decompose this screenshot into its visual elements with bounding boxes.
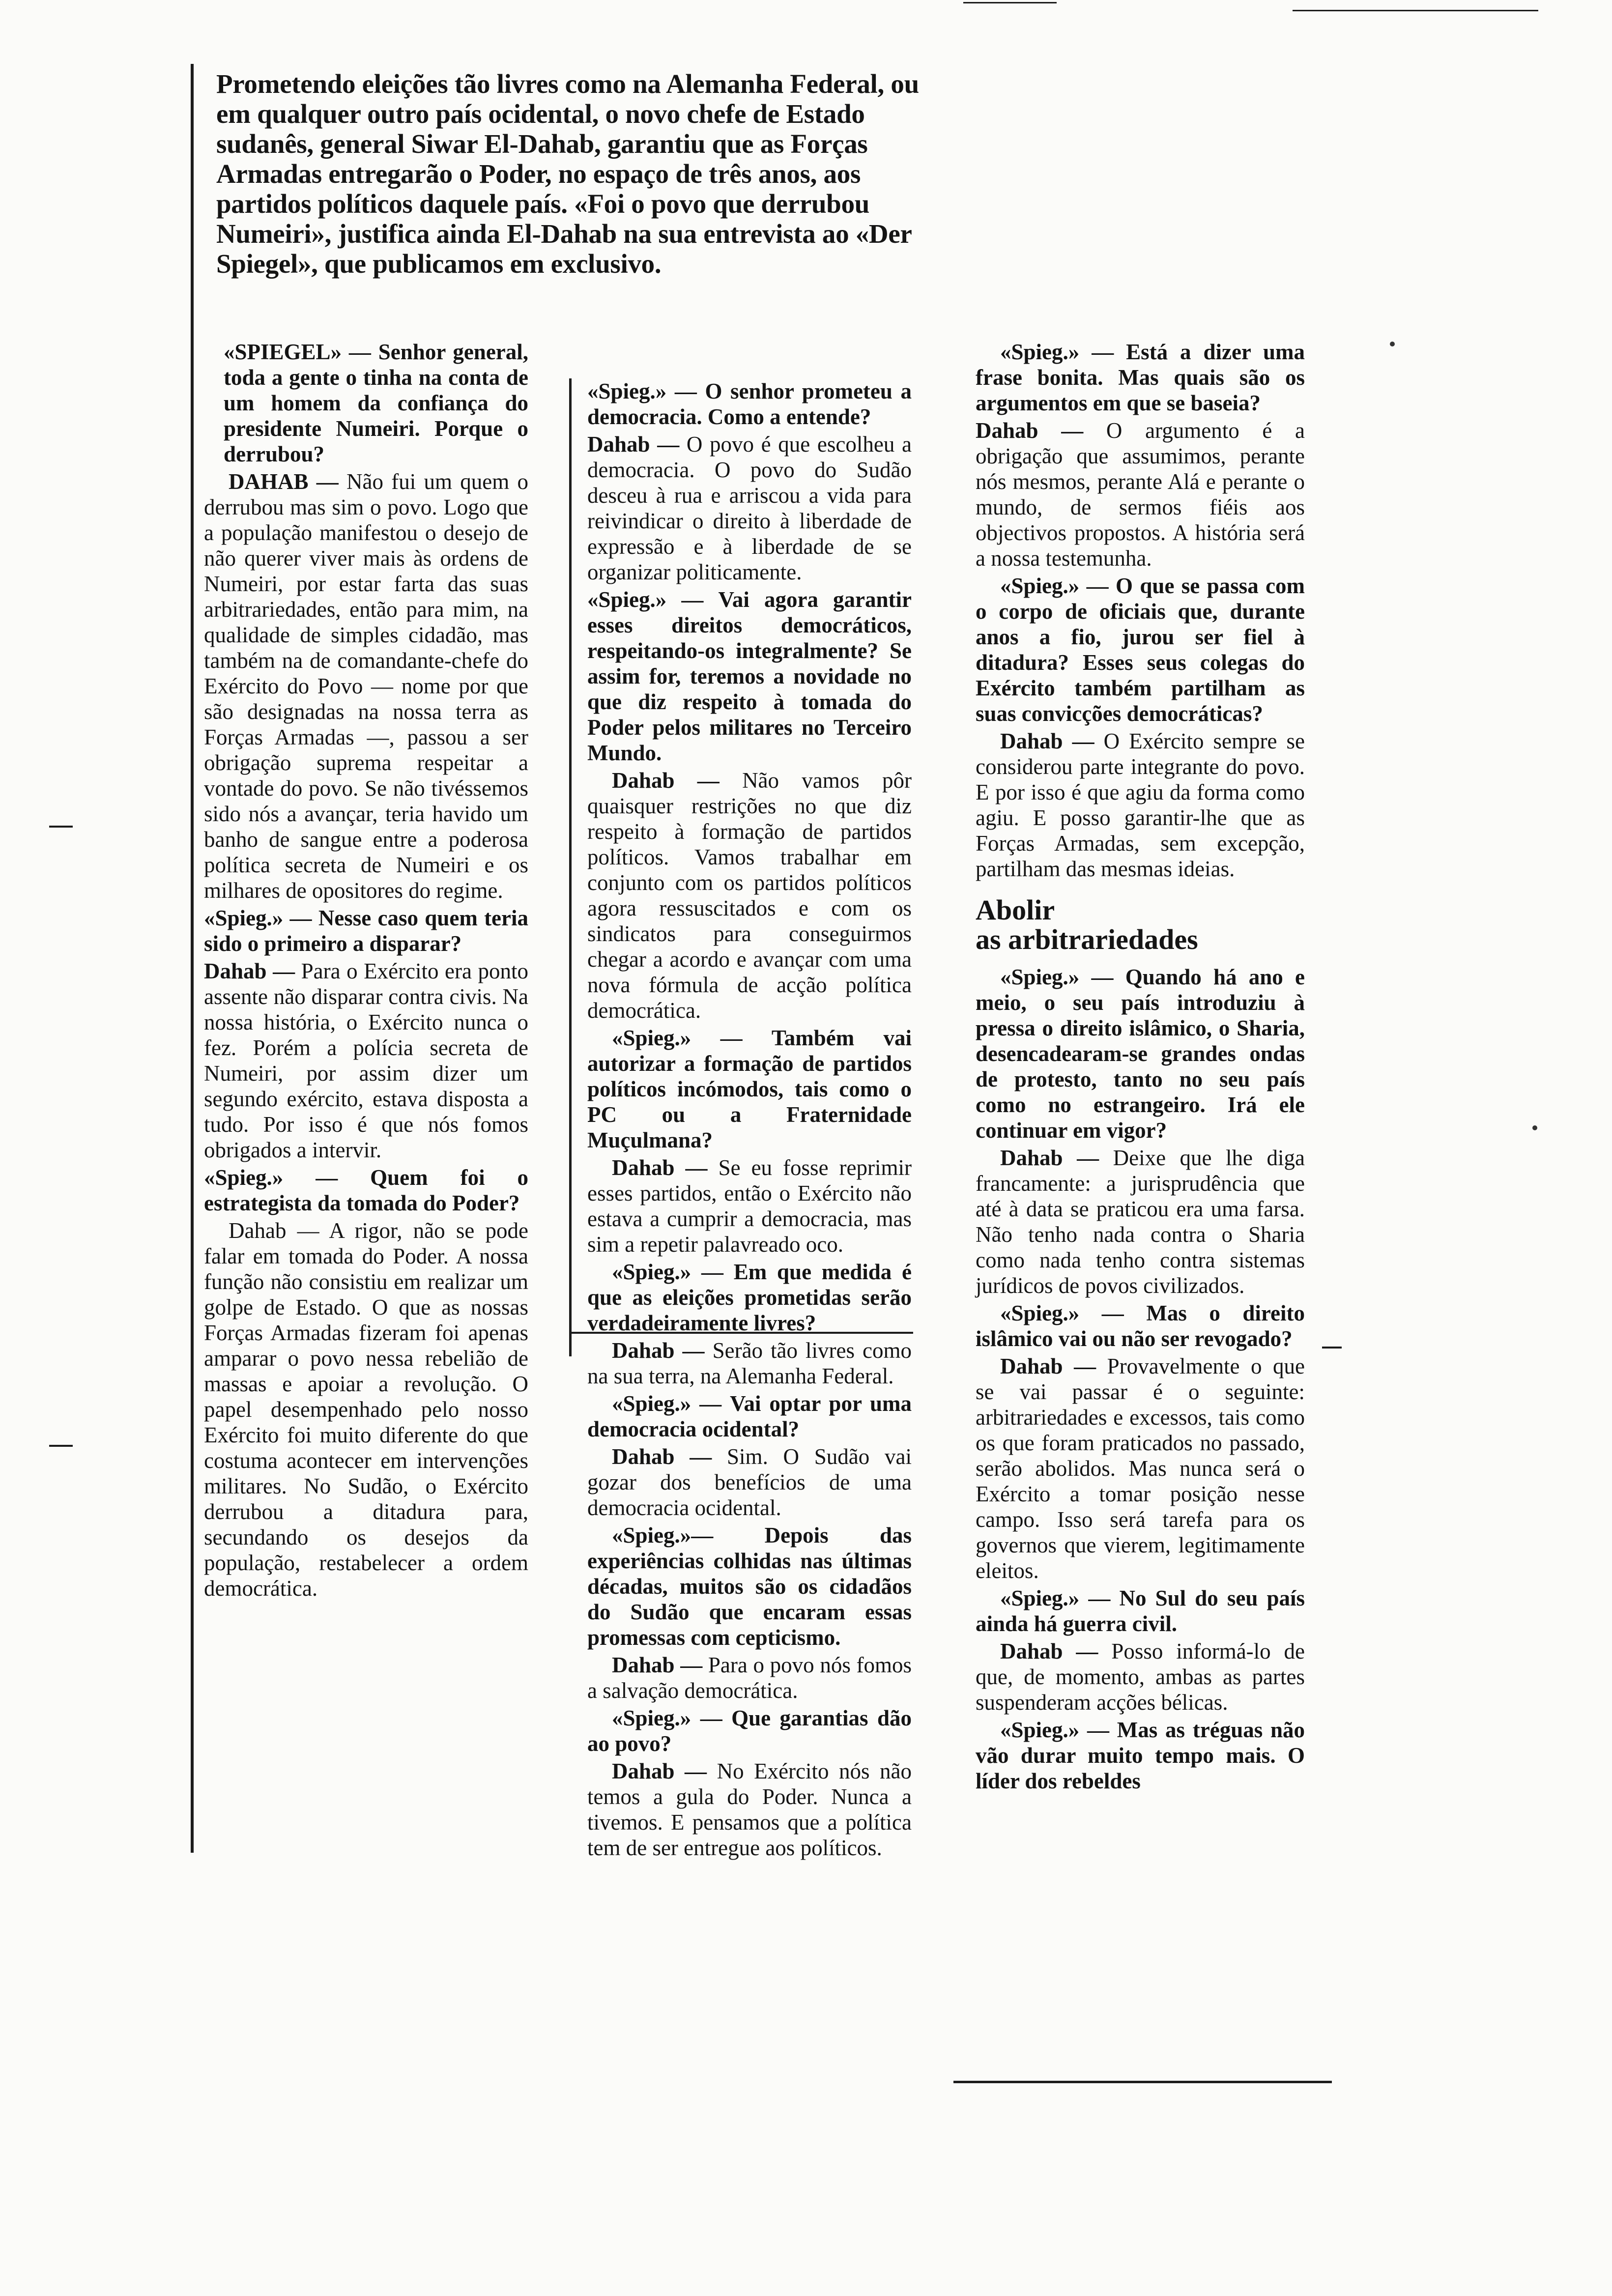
- answer-text: Para o Exército era ponto assente não disparar contra civis. Na nossa história, o Exército nunca o fez. Porém a polícia secreta de Numeiri, por assim dizer um segundo exército, estava disposta a tudo. Por isso é que nós fomos obrigados a intervir.: [204, 959, 528, 1162]
- col2-paragraph-11: [587, 1522, 912, 1650]
- speaker-label: «Spieg.» —: [612, 1260, 724, 1284]
- speaker-label: Dahab —: [1000, 1639, 1098, 1664]
- col3-paragraph-10: [976, 1638, 1305, 1715]
- speaker-label: «Spieg.» —: [204, 906, 312, 930]
- question-text: Está a dizer uma frase bonita. Mas quais são os argumentos em que se baseia?: [976, 340, 1305, 415]
- col2-paragraph-2: [587, 431, 912, 585]
- speaker-label: Dahab —: [976, 418, 1084, 443]
- subheading-line-1: Abolir: [976, 894, 1055, 926]
- margin-speck-2: [1532, 1125, 1537, 1130]
- speaker-label: «Spieg.» —: [1000, 1301, 1124, 1325]
- column-2: [587, 378, 912, 1863]
- answer-text: Não fui um quem o derrubou mas sim o povo. Logo que a população manifestou o desejo de não querer viver mais às ordens de Numeiri, por estar farta das suas arbitrariedades, então para mim, na qualidade de simples cidadão, mas também na de comandante-chefe do Exército do Povo — nome por que são designadas na nossa terra as Forças Armadas —, passou a ser obrigação suprema respeitar a vontade do povo. Se não tivéssemos sido nós a avançar, teria havido um banho de sangue entre a poderosa política secreta de Numeiri e os milhares de opositores do regime.: [204, 469, 529, 903]
- speaker-label: «Spieg.» —: [1000, 965, 1114, 989]
- col1-paragraph-6: [204, 1218, 528, 1601]
- question-text: Vai agora garantir esses direitos democráticos, respeitando-os integralmente? Se assim for, teremos a novidade no que diz respeito à tomada do Poder pelos militares no Terceiro Mundo.: [587, 587, 912, 765]
- question-text: O que se passa com o corpo de oficiais que, durante anos a fio, jurou ser fiel à ditadura? Esses seus colegas do Exército também partilham as suas convicções democráticas?: [976, 574, 1305, 726]
- answer-text: Se eu fosse reprimir esses partidos, então o Exército não estava a cumprir a democracia, mas sim a repetir palavreado oco.: [587, 1155, 912, 1257]
- answer-text: Deixe que lhe diga francamente: a jurisprudência que até à data se praticou era uma farsa. Não tenho nada contra o Sharia como nada tenho contra sistemas jurídicos de povos civilizados.: [976, 1146, 1305, 1298]
- col2-paragraph-1: [587, 378, 912, 430]
- answer-text: Provavelmente o que se vai passar é o seguinte: arbitrariedades e excessos, tais como os que foram praticados no passado, serão abolidos. Mas nunca será o Exército a tomar posição nesse campo. Isso será tarefa para os governos que vierem, legitimamente eleitos.: [976, 1354, 1305, 1583]
- question-text: Quem foi o estrategista da tomada do Poder?: [204, 1165, 528, 1215]
- col3-paragraph-4: [976, 728, 1305, 882]
- speaker-label: Dahab —: [612, 1653, 703, 1677]
- col3-paragraph-6: [976, 1145, 1305, 1298]
- col3-paragraph-1: [976, 339, 1305, 416]
- speaker-label: Dahab —: [612, 768, 720, 793]
- speaker-label: Dahab —: [612, 1155, 708, 1180]
- answer-text: O povo é que escolheu a democracia. O povo do Sudão desceu à rua e arriscou a vida para reivindicar o direito à liberdade de expressão e à liberdade de se organizar politicamente.: [587, 432, 912, 584]
- speaker-label: DAHAB —: [229, 469, 339, 494]
- answer-text: Serão tão livres como na sua terra, na Alemanha Federal.: [587, 1338, 912, 1388]
- answer-text: No Exército nós não temos a gula do Poder. Nunca a tivemos. E pensamos que a política tem de ser entregue aos políticos.: [587, 1759, 912, 1860]
- top-edge-rule-left: [963, 2, 1057, 3]
- question-text: Mas o direito islâmico vai ou não ser revogado?: [976, 1301, 1305, 1351]
- question-text: Vai optar por uma democracia ocidental?: [587, 1391, 912, 1441]
- column-1: [204, 339, 528, 1603]
- question-text: Que garantias dão ao povo?: [587, 1706, 912, 1756]
- question-text: Senhor general, toda a gente o tinha na conta de um homem da confiança do presidente Numeiri. Porque o derrubou?: [224, 340, 529, 466]
- middle-column-rule: [569, 378, 572, 1356]
- speaker-label: «Spieg.» —: [612, 1391, 722, 1416]
- speaker-label: «Spieg.» —: [1000, 574, 1109, 598]
- speaker-label: «Spieg.» —: [1000, 1586, 1111, 1610]
- col2-paragraph-6: [587, 1155, 912, 1257]
- top-edge-rule-right: [1293, 10, 1538, 11]
- col2-paragraph-10: [587, 1444, 912, 1521]
- speaker-label: Dahab —: [587, 432, 680, 457]
- col2-paragraph-14: [587, 1758, 912, 1861]
- col1-paragraph-2: [204, 469, 528, 903]
- col3-paragraph-7: [976, 1300, 1305, 1351]
- col1-paragraph-4: [204, 958, 528, 1163]
- speaker-label: Dahab —: [229, 1218, 319, 1243]
- col2-paragraph-5: [587, 1025, 912, 1153]
- col2-paragraph-9: [587, 1391, 912, 1442]
- speaker-label: «Spieg.» —: [612, 1706, 722, 1730]
- speaker-label: Dahab —: [612, 1444, 712, 1469]
- col1-paragraph-5: [204, 1165, 528, 1216]
- question-text: Nesse caso quem teria sido o primeiro a disparar?: [204, 906, 528, 956]
- question-text: O senhor prometeu a democracia. Como a entende?: [587, 379, 912, 429]
- answer-text: Não vamos pôr quaisquer restrições no que diz respeito à formação de partidos políticos. Vamos trabalhar em conjunto com os partidos políticos agora ressuscitados e com os sindicatos para conseguirmos chegar a acordo e avançar com uma nova fórmula de acção política democrática.: [587, 768, 912, 1023]
- question-text: Em que medida é que as eleições prometidas serão verdadeiramente livres?: [587, 1260, 912, 1335]
- col1-paragraph-3: [204, 905, 528, 956]
- answer-text: Sim. O Sudão vai gozar dos benefícios de uma democracia ocidental.: [587, 1444, 912, 1520]
- col2-paragraph-3: [587, 587, 912, 766]
- question-text: No Sul do seu país ainda há guerra civil.: [976, 1586, 1305, 1636]
- speaker-label: Dahab —: [612, 1338, 705, 1363]
- speaker-label: «Spieg.» —: [1000, 340, 1114, 364]
- col3-paragraph-5: [976, 964, 1305, 1143]
- article-lede: Prometendo eleições tão livres como na Alemanha Federal, ou em qualquer outro país ocidental, o novo chefe de Estado sudanês, general Siwar El-Dahab, garantiu que as Forças Armadas entregarão o Poder, no espaço de três anos, aos partidos políticos daquele país. «Foi o povo que derrubou Numeiri», justifica ainda El-Dahab na sua entrevista ao «Der Spiegel», que publicamos em exclusivo.: [216, 69, 919, 279]
- col3-paragraph-9: [976, 1585, 1305, 1636]
- answer-text: Posso informá-lo de que, de momento, ambas as partes suspenderam acções bélicas.: [976, 1639, 1305, 1715]
- col2-paragraph-12: [587, 1652, 912, 1703]
- col1-paragraph-1: [224, 339, 528, 467]
- speaker-label: «Spieg.» —: [612, 1026, 743, 1050]
- question-text: Quando há ano e meio, o seu país introduziu à pressa o direito islâmico, o Sharia, desencadearam-se grandes ondas de protesto, tanto no seu país como no estrangeiro. Irá ele continuar em vigor?: [976, 965, 1305, 1143]
- speaker-label: «Spieg.»—: [612, 1523, 714, 1548]
- col2-paragraph-13: [587, 1705, 912, 1756]
- speaker-label: Dahab —: [1000, 729, 1094, 753]
- speaker-label: Dahab —: [612, 1759, 707, 1783]
- speaker-label: «SPIEGEL» —: [224, 340, 371, 364]
- answer-text: O argumento é a obrigação que assumimos, perante nós mesmos, perante Alá e perante o mundo, de sermos fiéis aos objectivos propostos. A história será a nossa testemunha.: [976, 418, 1305, 571]
- right-column-end-rule: [953, 2081, 1332, 2083]
- speaker-label: «Spieg.» —: [587, 379, 697, 403]
- col3-paragraph-8: [976, 1353, 1305, 1583]
- speaker-label: «Spieg.» —: [587, 587, 704, 612]
- speaker-label: «Spieg.» —: [204, 1165, 338, 1190]
- question-text: Mas as tréguas não vão durar muito tempo mais. O líder dos rebeldes: [976, 1718, 1305, 1793]
- margin-mark-2: [49, 1445, 73, 1447]
- col3-paragraph-11: [976, 1717, 1305, 1794]
- answer-text: A rigor, não se pode falar em tomada do Poder. A nossa função não consistiu em realizar um golpe de Estado. O que as nossas Forças Armadas fizeram foi apenas amparar o povo nessa rebelião de massas e apoiar a revolução. O papel desempenhado pelo nosso Exército foi muito diferente do que costuma acontecer em intervenções militares. No Sudão, o Exército derrubou a ditadura para, secundando os desejos da população, restabelecer a ordem democrática.: [204, 1218, 528, 1601]
- col2-paragraph-4: [587, 768, 912, 1023]
- answer-text: Para o povo nós fomos a salvação democrática.: [587, 1653, 912, 1703]
- left-column-rule: [191, 64, 194, 1853]
- col2-paragraph-8: [587, 1338, 912, 1389]
- question-text: Depois das experiências colhidas nas últimas décadas, muitos são os cidadãos do Sudão que encaram essas promessas com cepticismo.: [587, 1523, 912, 1650]
- speaker-label: Dahab —: [204, 959, 295, 983]
- margin-mark-3: [1322, 1347, 1342, 1349]
- col3-paragraph-3: [976, 573, 1305, 726]
- col3-paragraph-2: [976, 418, 1305, 571]
- col2-paragraph-7: [587, 1259, 912, 1336]
- column-3: [976, 339, 1305, 1796]
- subheading-line-2: as arbitrariedades: [976, 923, 1198, 955]
- speaker-label: Dahab —: [1000, 1146, 1099, 1170]
- subheading: [976, 895, 1305, 954]
- margin-mark-1: [49, 826, 73, 828]
- speaker-label: Dahab —: [1000, 1354, 1096, 1378]
- margin-speck-1: [1390, 342, 1395, 346]
- question-text: Também vai autorizar a formação de partidos políticos incómodos, tais como o PC ou a Fraternidade Muçulmana?: [587, 1026, 912, 1152]
- answer-text: O Exército sempre se considerou parte integrante do povo. E por isso é que agiu da forma como agiu. E posso garantir-lhe que as Forças Armadas, sem excepção, partilham das mesmas ideias.: [976, 729, 1305, 881]
- speaker-label: «Spieg.» —: [1000, 1718, 1110, 1742]
